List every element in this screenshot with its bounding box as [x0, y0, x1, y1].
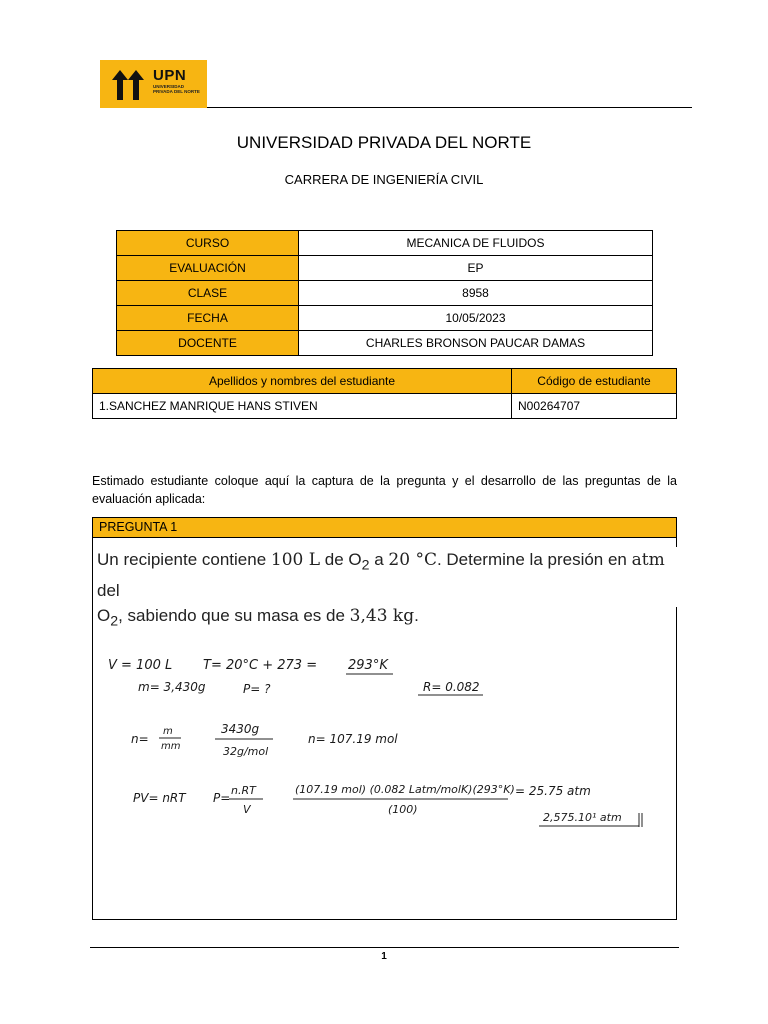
hw-mass-g: 3430g — [221, 722, 260, 736]
student-code-header: Código de estudiante — [512, 369, 677, 394]
info-value: 8958 — [299, 281, 653, 306]
hw-pressure-unknown: P= ? — [243, 682, 271, 696]
info-label: EVALUACIÓN — [117, 256, 299, 281]
instructions-text: Estimado estudiante coloque aquí la captura de la pregunta y el desarrollo de las preguntas de la evaluación aplicada: — [92, 474, 677, 506]
info-value: EP — [299, 256, 653, 281]
info-label: FECHA — [117, 306, 299, 331]
hw-result-sci: 2,575.10¹ atm — [543, 811, 622, 824]
header-divider — [207, 107, 692, 108]
hw-moles-result: n= 107.19 mol — [308, 732, 398, 746]
course-info-table — [116, 230, 653, 356]
student-name: 1.SANCHEZ MANRIQUE HANS STIVEN — [93, 394, 512, 419]
hw-moles-eq: n= — [131, 732, 149, 746]
handwritten-solution — [103, 621, 668, 916]
info-label: DOCENTE — [117, 331, 299, 356]
info-row-course — [117, 231, 653, 256]
hw-substitution: (107.19 mol) (0.082 Latm/molK)(293°K) — [295, 783, 515, 796]
question-statement — [97, 547, 679, 630]
hw-volume: V = 100 L — [108, 658, 173, 673]
upn-logo — [100, 60, 207, 108]
upn-torch-icon — [108, 68, 150, 102]
info-row-evaluation — [117, 256, 653, 281]
hw-moles-den: mm — [161, 741, 181, 752]
student-name-header: Apellidos y nombres del estudiante — [93, 369, 512, 394]
hw-mass: m= 3,430g — [138, 680, 206, 694]
hw-moles-num: m — [163, 726, 173, 737]
hw-temp-result: 293°K — [348, 658, 388, 673]
student-table — [92, 368, 677, 419]
hw-volume-den: (100) — [388, 803, 418, 816]
info-row-date — [117, 306, 653, 331]
hw-ideal-gas: PV= nRT — [133, 791, 186, 805]
hw-molar-mass: 32g/mol — [223, 745, 269, 758]
question-box — [92, 537, 677, 920]
info-row-class — [117, 281, 653, 306]
hw-p-eq: P= — [213, 791, 231, 805]
logo-subtitle: UNIVERSIDAD PRIVADA DEL NORTE — [153, 84, 200, 94]
question-line-1: Un recipiente contiene 100 L de $O_2$ a 20 °C. Determine la presión en atm del — [97, 550, 665, 601]
logo-brand: UPN — [153, 67, 187, 84]
hw-temperature: T= 20°C + 273 = — [203, 658, 318, 673]
question-label: PREGUNTA 1 — [99, 520, 178, 534]
hw-p-num: n.RT — [231, 784, 256, 797]
info-value: CHARLES BRONSON PAUCAR DAMAS — [299, 331, 653, 356]
info-value: 10/05/2023 — [299, 306, 653, 331]
hw-result: = 25.75 atm — [515, 784, 591, 798]
student-row — [93, 394, 677, 419]
info-row-teacher — [117, 331, 653, 356]
footer-divider — [90, 947, 679, 948]
student-header-row — [93, 369, 677, 394]
info-label: CURSO — [117, 231, 299, 256]
question-header — [92, 517, 677, 538]
page-number: 1 — [381, 951, 387, 962]
page-subtitle: CARRERA DE INGENIERÍA CIVIL — [284, 172, 484, 187]
question-line-2: $O_2$, sabiendo que su masa es de 3,43 kg. — [97, 606, 419, 630]
hw-p-den: V — [243, 803, 251, 816]
hw-gas-constant: R= 0.082 — [423, 680, 480, 694]
page-title: UNIVERSIDAD PRIVADA DEL NORTE — [236, 133, 532, 152]
student-code: N00264707 — [512, 394, 677, 419]
info-value: MECANICA DE FLUIDOS — [299, 231, 653, 256]
info-label: CLASE — [117, 281, 299, 306]
